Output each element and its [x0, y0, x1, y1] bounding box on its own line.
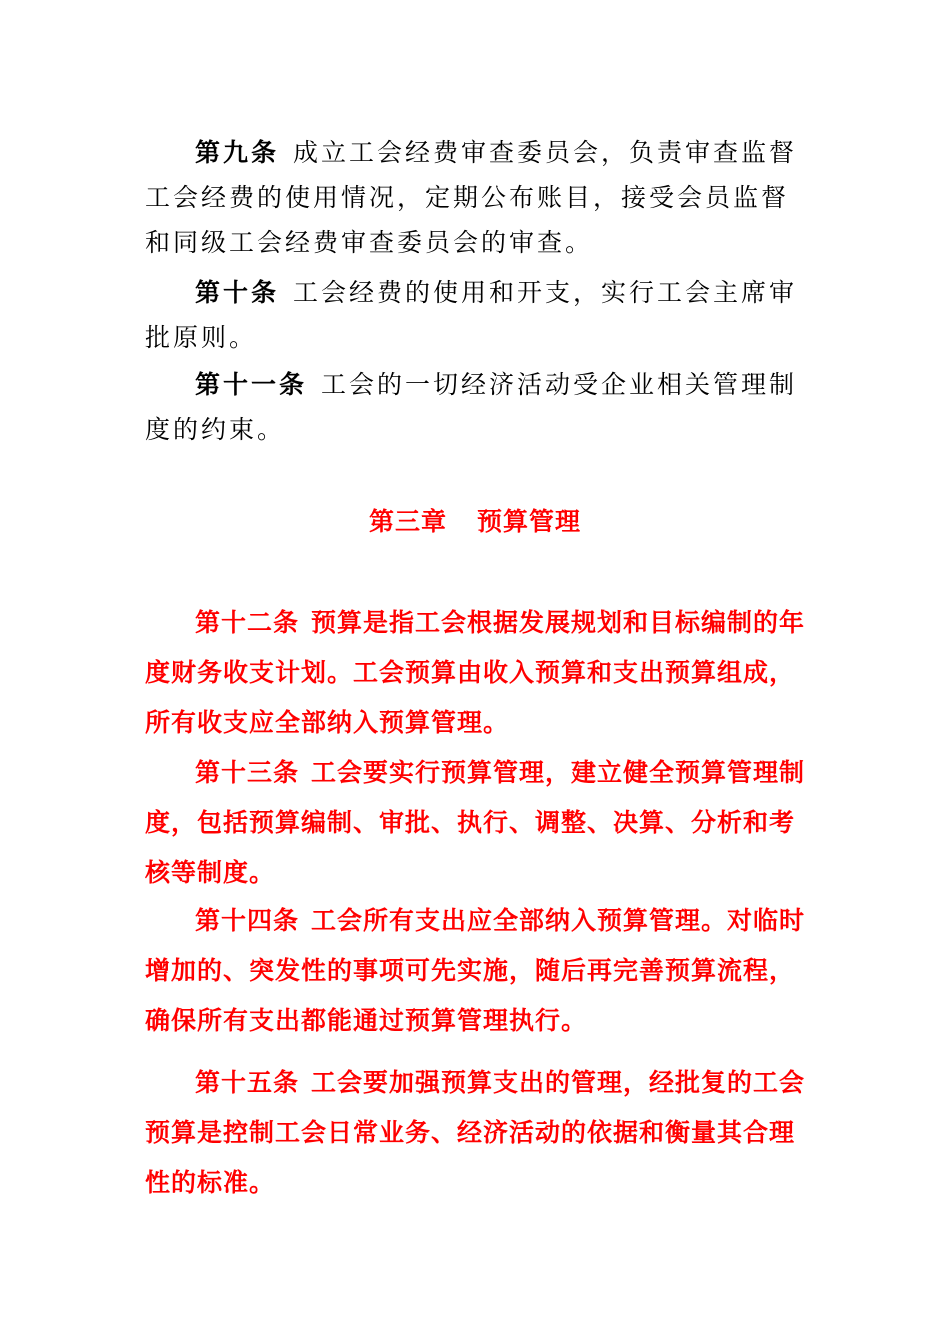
article-number: 第十三条 — [195, 758, 300, 787]
article-text: 工会经费的使用和开支，实行工会主席审批原则。 — [145, 278, 798, 352]
article-number: 第十四条 — [195, 906, 300, 935]
article-text: 工会所有支出应全部纳入预算管理。对临时增加的、突发性的事项可先实施，随后再完善预算流程，确保所有支出都能通过预算管理执行。 — [145, 906, 806, 1035]
chapter-title: 预算管理 — [477, 507, 582, 536]
article-number: 第十一条 — [195, 370, 308, 399]
chapter-number: 第三章 — [368, 507, 447, 536]
article-number: 第十二条 — [195, 608, 300, 637]
article-9 — [145, 130, 810, 265]
article-text: 工会要实行预算管理，建立健全预算管理制度，包括预算编制、审批、执行、调整、决算、分析和考核等制度。 — [145, 758, 806, 887]
article-number: 第十条 — [195, 278, 280, 307]
article-11 — [145, 362, 810, 452]
article-14 — [145, 896, 810, 1046]
chapter-heading — [0, 502, 950, 538]
article-number: 第九条 — [195, 138, 280, 167]
article-13 — [145, 748, 810, 898]
article-text: 工会要加强预算支出的管理，经批复的工会预算是控制工会日常业务、经济活动的依据和衡量其合理性的标准。 — [145, 1068, 806, 1197]
article-text: 成立工会经费审查委员会，负责审查监督工会经费的使用情况，定期公布账目，接受会员监督和同级工会经费审查委员会的审查。 — [145, 138, 798, 257]
article-text: 预算是指工会根据发展规划和目标编制的年度财务收支计划。工会预算由收入预算和支出预算组成，所有收支应全部纳入预算管理。 — [145, 608, 806, 737]
article-text: 工会的一切经济活动受企业相关管理制度的约束。 — [145, 370, 798, 444]
article-12 — [145, 598, 810, 748]
article-15 — [145, 1058, 810, 1208]
article-number: 第十五条 — [195, 1068, 300, 1097]
article-10 — [145, 270, 810, 360]
